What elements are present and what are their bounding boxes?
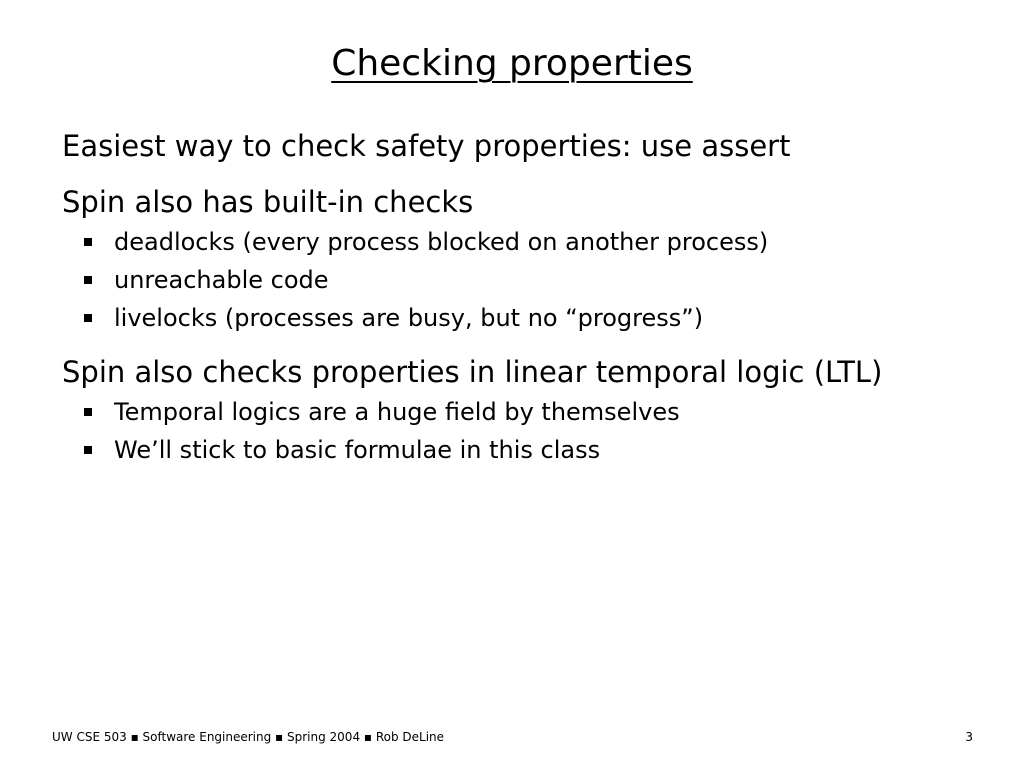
sub-bullet-text: livelocks (processes are busy, but no “progress”): [114, 304, 704, 332]
square-bullet-icon: [84, 408, 92, 416]
bullet-point: [62, 181, 982, 337]
square-bullet-icon: [84, 276, 92, 284]
square-bullet-icon: [84, 446, 92, 454]
sub-bullet-list: [62, 223, 982, 337]
bullet-point-text: Easiest way to check safety properties: use assert: [62, 129, 791, 163]
bullet-point: [62, 351, 982, 469]
bullet-point-text: Spin also has built-in checks: [62, 185, 474, 219]
sub-bullet-item: [62, 431, 982, 469]
page-number: 3: [965, 730, 973, 744]
bullet-point-text: Spin also checks properties in linear temporal logic (LTL): [62, 355, 883, 389]
sub-bullet-text: unreachable code: [114, 266, 329, 294]
sub-bullet-text: deadlocks (every process blocked on another process): [114, 228, 769, 256]
square-bullet-icon: [84, 238, 92, 246]
sub-bullet-list: [62, 393, 982, 469]
slide-footer: UW CSE 503 ▪ Software Engineering ▪ Spring 2004 ▪ Rob DeLine: [52, 730, 445, 744]
sub-bullet-text: We’ll stick to basic formulae in this class: [114, 436, 601, 464]
sub-bullet-text: Temporal logics are a huge field by themselves: [114, 398, 680, 426]
bullet-point: [62, 125, 982, 167]
square-bullet-icon: [84, 314, 92, 322]
slide-content: [62, 125, 982, 483]
sub-bullet-item: [62, 299, 982, 337]
sub-bullet-item: [62, 261, 982, 299]
sub-bullet-item: [62, 393, 982, 431]
slide-title: Checking properties: [331, 43, 693, 84]
sub-bullet-item: [62, 223, 982, 261]
